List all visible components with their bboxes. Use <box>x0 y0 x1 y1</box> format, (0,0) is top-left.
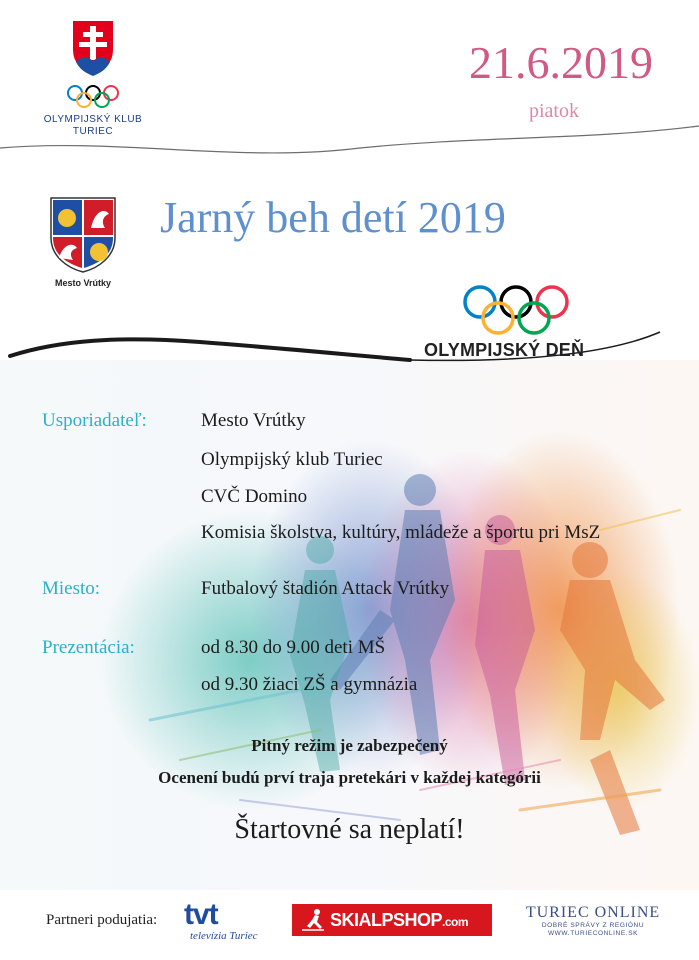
registration-label: Prezentácia: <box>42 637 135 658</box>
organizer-label: Usporiadateľ: <box>42 410 147 431</box>
olympic-day-label: OLYMPIJSKÝ DEŇ <box>424 340 585 360</box>
organizer-item: Mesto Vrútky <box>201 410 306 431</box>
partners-label: Partneri podujatia: <box>46 912 158 928</box>
event-date: 21.6.2019 <box>469 37 653 88</box>
organizer-item: Olympijský klub Turiec <box>201 449 383 470</box>
skialp-domain: .com <box>442 915 469 929</box>
crest-label: Mesto Vrútky <box>54 278 112 288</box>
tvt-subtitle: televízia Turiec <box>190 930 258 942</box>
registration-item: od 9.30 žiaci ZŠ a gymnázia <box>201 674 418 695</box>
turiec-online-tagline: DOBRÉ SPRÁVY Z REGIÓNU <box>541 922 645 929</box>
organizer-item: CVČ Domino <box>201 486 308 507</box>
drinks-note: Pitný režim je zabezpečený <box>251 736 448 755</box>
place-label: Miesto: <box>42 578 101 599</box>
organizer-item: Komisia školstva, kultúry, mládeže a športu pri MsZ <box>201 522 601 543</box>
skier-icon <box>300 908 326 932</box>
tvt-wordmark: tvt <box>184 898 218 931</box>
place-value: Futbalový štadión Attack Vrútky <box>201 578 450 599</box>
partners-footer <box>0 890 699 960</box>
club-name-line1: OLYMPIJSKÝ KLUB <box>43 114 143 125</box>
event-day: piatok <box>529 100 579 122</box>
turiec-online-name: TURIEC ONLINE <box>525 904 661 921</box>
skialp-wordmark: SKIALPSHOP <box>330 910 443 930</box>
club-name-line2: TURIEC <box>72 126 114 137</box>
event-title: Jarný beh detí 2019 <box>160 193 506 242</box>
turiec-online-logo <box>518 904 668 938</box>
registration-item: od 8.30 do 9.00 deti MŠ <box>201 637 386 658</box>
skialpshop-logo <box>292 904 492 936</box>
tvt-logo <box>184 900 264 942</box>
turiec-online-url: WWW.TURIECONLINE.SK <box>547 930 639 937</box>
awards-note: Ocenení budú prví traja pretekári v každej kategórii <box>158 768 541 787</box>
free-entry-note: Štartovné sa neplatí! <box>234 814 465 845</box>
